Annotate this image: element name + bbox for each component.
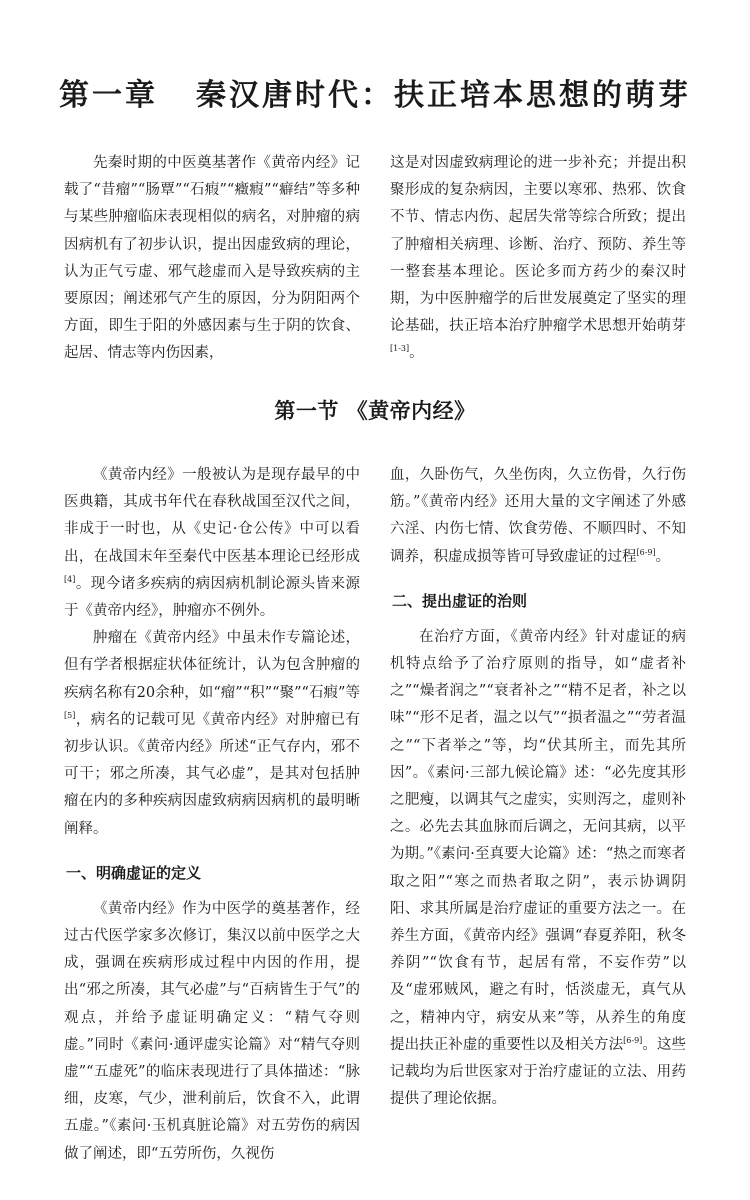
paragraph-text: 《黄帝内经》一般被认为是现存最早的中医典籍，其成书年代在春秋战国至汉代之间，非成于一时也，从《史记·仓公传》中可以看出，在战国末年至秦代中医基本理论已经形成 — [64, 467, 360, 565]
paragraph — [64, 625, 360, 843]
paragraph-text: 肿瘤在《黄帝内经》中虽未作专篇论述，但有学者根据症状体征统计，认为包含肿瘤的疾病名称有20余种，如“瘤”“积”“聚”“石瘕”等 — [64, 630, 360, 701]
paragraph-text: 在治疗方面，《黄帝内经》针对虚证的病机特点给予了治疗原则的指导，如“虚者补之”“燥者润之”“衰者补之”“精不足者，补之以味”“形不足者，温之以气”“损者温之”“劳者温之”“下者举之”等，均“伏其所主，而先其所因”。《素问·三部九候论篇》述：“必先度其形之肥瘦，以调其气之虚实，实则泻之，虚则补之。必先去其血脉而后调之，无问其病，以平为期。”《素问·至真要大论篇》述：“热之而寒者取之阳”“寒之而热者取之阴”，表示协调阴阳、求其所属是治疗虚证的重要方法之一。在养生方面，《黄帝内经》强调“春夏养阳，秋冬养阴”“饮食有节，起居有常，不妄作劳”以及“虚邪贼风，避之有时，恬淡虚无，真气从之，精神内守，病安从来”等，从养生的角度提出扶正补虚的重要性以及相关方法 — [390, 628, 686, 1053]
intro-column-right — [390, 150, 686, 368]
chapter-label: 第一章 — [59, 78, 158, 113]
section-column-left — [64, 462, 360, 1168]
paragraph — [390, 624, 686, 1114]
paragraph-text: 血，久卧伤气，久坐伤肉，久立伤骨，久行伤筋。”《黄帝内经》还用大量的文字阐述了外感六淫、内伤七情、饮食劳倦、不顺四时、不知调养，积虚成损等皆可导致虚证的过程 — [390, 467, 686, 565]
paragraph-text: 。 — [655, 548, 671, 565]
chapter-title — [0, 70, 750, 114]
intro-right-text: 这是对因虚致病理论的进一步补充；并提出积聚形成的复杂病因，主要以寒邪、热邪、饮食不节、情志内伤、起居失常等综合所致；提出了肿瘤相关病理、诊断、治疗、预防、养生等一整套基本理论。医论多而方药少的秦汉时期，为中医肿瘤学的后世发展奠定了坚实的理论基础，扶正培本治疗肿瘤学术思想开始萌芽 — [390, 155, 686, 335]
chapter-heading: 秦汉唐时代：扶正培本思想的萌芽 — [196, 78, 691, 113]
citation-ref: [5] — [64, 710, 76, 720]
intro-right-end: 。 — [409, 345, 424, 362]
intro-column-left — [64, 150, 360, 368]
intro-paragraph-right — [390, 150, 686, 368]
citation-ref: [1-3] — [390, 344, 410, 354]
paragraph — [64, 462, 360, 625]
citation-ref: [6-9] — [636, 547, 656, 557]
citation-ref: [6-9] — [623, 1035, 643, 1045]
paragraph-text: 。现今诸多疾病的病因病机制论源头皆来源于《黄帝内经》，肿瘤亦不例外。 — [64, 575, 360, 620]
paragraph-text: ，病名的记载可见《黄帝内经》对肿瘤已有初步认识。《黄帝内经》所述“正气存内，邪不可干；邪之所凑，其气必虚”，是其对包括肿瘤在内的多种疾病因虚致病病因病机的最明晰阐释。 — [64, 711, 360, 837]
section-title: 第一节 《黄帝内经》 — [274, 398, 476, 423]
subsection-heading-2: 二、提出虚证的治则 — [392, 591, 528, 610]
citation-ref: [4] — [64, 574, 76, 584]
paragraph-text: 。这些记载均为后世医家对于治疗虚证的立法、用药提供了理论依据。 — [390, 1036, 686, 1108]
subsection-heading-1: 一、明确虚证的定义 — [66, 863, 202, 882]
paragraph: 《黄帝内经》作为中医学的奠基著作，经过古代医学家多次修订，集汉以前中医学之大成，强调在疾病形成过程中内因的作用，提出“邪之所凑，其气必虚”与“百病皆生于气”的观点，并给予虚证明确定义：“精气夺则虚。”同时《素问·通评虚实论篇》对“精气夺则虚”“五虚死”的临床表现进行了具体描述：“脉细，皮寒，气少，泄利前后，饮食不入，此谓五虚。”《素问·玉机真脏论篇》对五劳伤的病因做了阐述，即“五劳所伤，久视伤 — [64, 900, 360, 1162]
intro-paragraph-left: 先秦时期的中医奠基著作《黄帝内经》记载了“昔瘤”“肠覃”“石瘕”“癥瘕”“癖结”等多种与某些肿瘤临床表现相似的病名，对肿瘤的病因病机有了初步认识，提出因虚致病的理论，认为正气亏虚、邪气趁虚而入是导致疾病的主要原因；阐述邪气产生的原因，分为阴阳两个方面，即生于阳的外感因素与生于阴的饮食、起居、情志等内伤因素， — [64, 155, 360, 362]
section-column-right — [390, 462, 686, 1113]
paragraph — [390, 462, 686, 571]
